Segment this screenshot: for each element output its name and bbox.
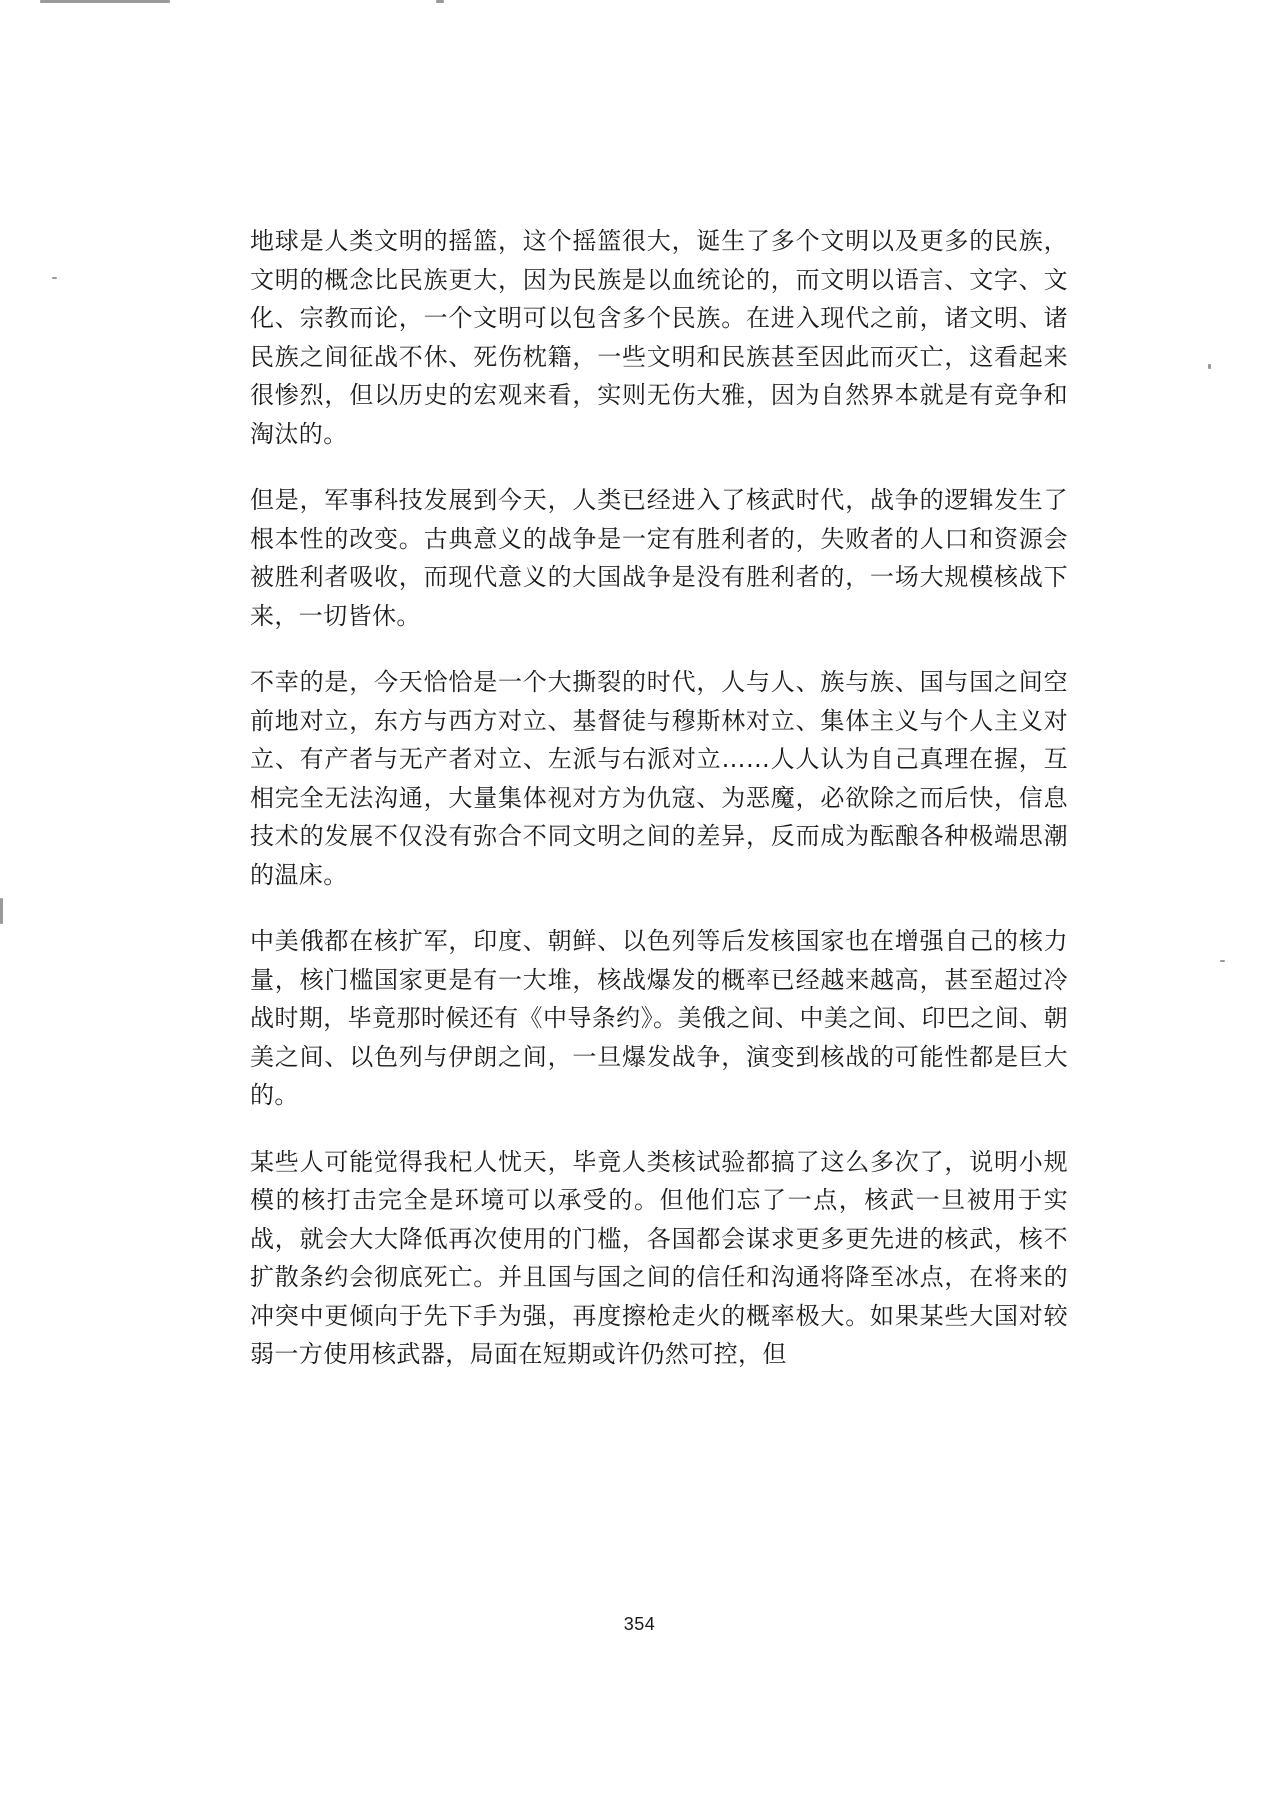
paragraph: 不幸的是，今天恰恰是一个大撕裂的时代，人与人、族与族、国与国之间空前地对立，东方与西方对立、基督徒与穆斯林对立、集体主义与个人主义对立、有产者与无产者对立、左派与右派对立……人人认为自己真理在握，互相完全无法沟通，大量集体视对方为仇寇、为恶魔，必欲除之而后快，信息技术的发展不仅没有弥合不同文明之间的差异，反而成为酝酿各种极端思潮的温床。 [250,668,1068,889]
scan-artifact-top-left [40,0,170,3]
paragraph: 但是，军事科技发展到今天，人类已经进入了核武时代，战争的逻辑发生了根本性的改变。古典意义的战争是一定有胜利者的，失败者的人口和资源会被胜利者吸收，而现代意义的大国战争是没有胜利者的，一场大规模核战下来，一切皆休。 [250,486,1068,630]
page-number: 354 [623,1614,656,1634]
scan-artifact-top-dot [436,0,444,3]
paragraph: 地球是人类文明的摇篮，这个摇篮很大，诞生了多个文明以及更多的民族，文明的概念比民族更大，因为民族是以血统论的，而文明以语言、文字、文化、宗教而论，一个文明可以包含多个民族。在进入现代之前，诸文明、诸民族之间征战不休、死伤枕籍，一些文明和民族甚至因此而灭亡，这看起来很惨烈，但以历史的宏观来看，实则无伤大雅，因为自然界本就是有竞争和淘汰的。 [250,227,1068,448]
scan-artifact-left-dot [52,277,57,279]
scan-artifact-left-edge [0,898,3,924]
body-text [250,222,1068,1402]
paragraph: 某些人可能觉得我杞人忧天，毕竟人类核试验都搞了这么多次了，说明小规模的核打击完全是环境可以承受的。但他们忘了一点，核武一旦被用于实战，就会大大降低再次使用的门槛，各国都会谋求更多更先进的核武，核不扩散条约会彻底死亡。并且国与国之间的信任和沟通将降至冰点，在将来的冲突中更倾向于先下手为强，再度擦枪走火的概率极大。如果某些大国对较弱一方使用核武器，局面在短期或许仍然可控，但 [250,1147,1068,1368]
scan-artifact-right-dot [1208,364,1211,369]
scan-artifact-right-mark [1220,960,1225,962]
paragraph: 中美俄都在核扩军，印度、朝鲜、以色列等后发核国家也在增强自己的核力量，核门槛国家更是有一大堆，核战爆发的概率已经越来越高，甚至超过冷战时期，毕竟那时候还有《中导条约》。美俄之间、中美之间、印巴之间、朝美之间、以色列与伊朗之间，一旦爆发战争，演变到核战的可能性都是巨大的。 [250,927,1068,1109]
